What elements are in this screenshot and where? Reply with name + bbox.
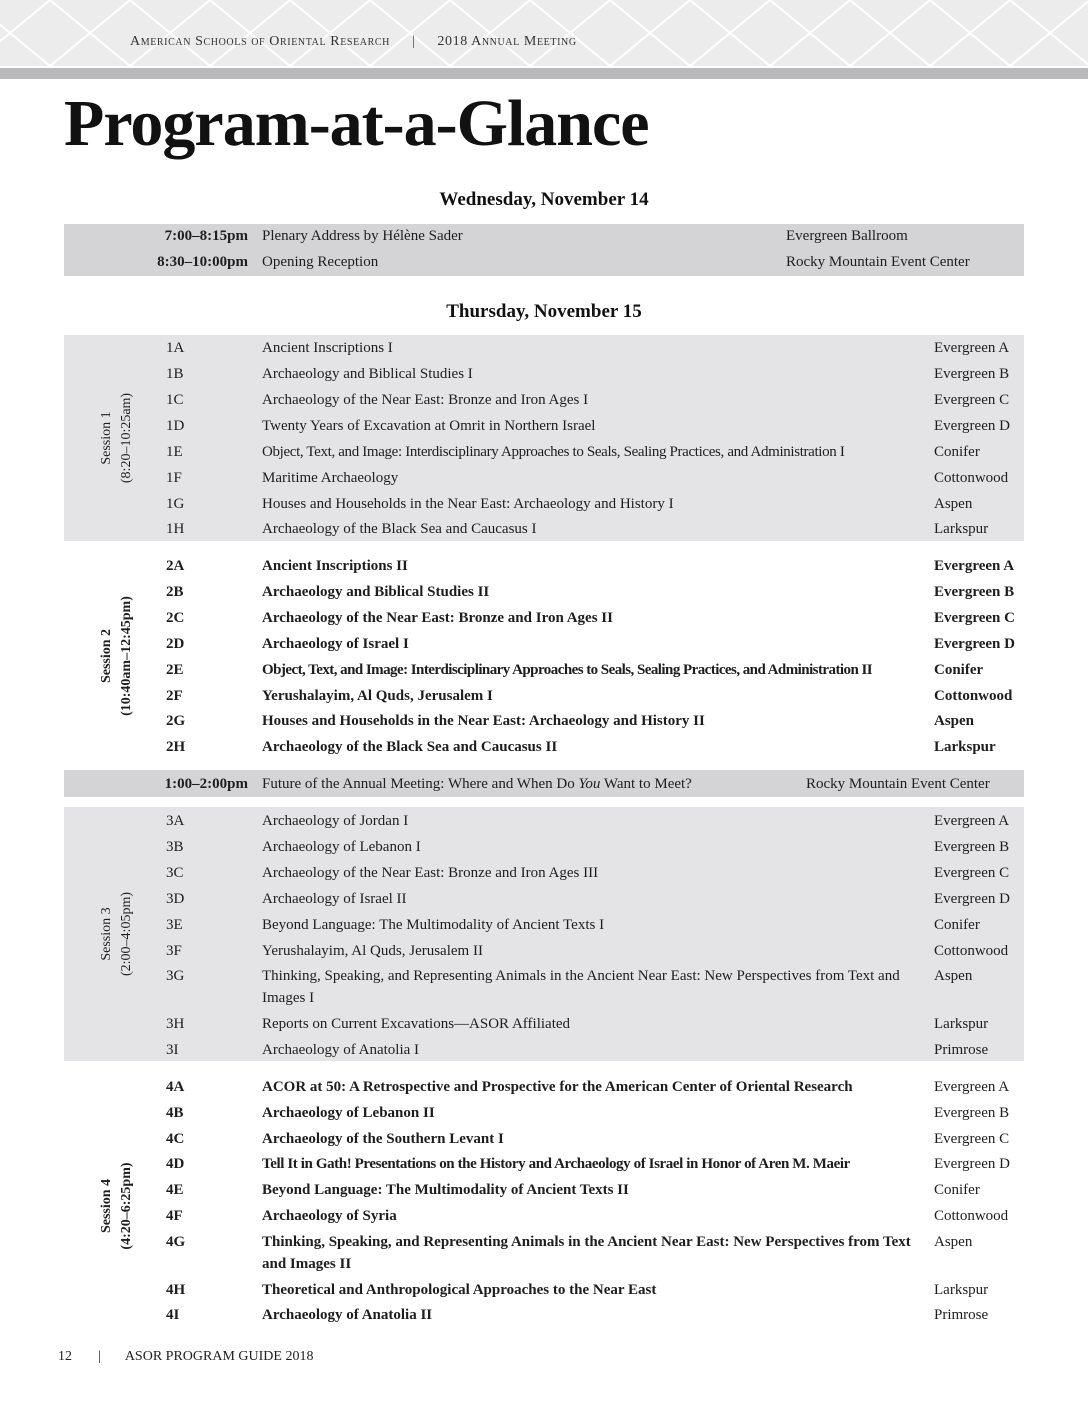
session-title: Archaeology of the Near East: Bronze and Iron Ages I [262, 392, 589, 408]
session-code: 4I [166, 1307, 180, 1323]
session-room: Evergreen B [934, 839, 1010, 855]
session-code: 1D [166, 418, 185, 434]
session-code: 3A [166, 813, 185, 829]
session-room: Evergreen C [934, 392, 1010, 408]
session-room: Evergreen B [934, 366, 1010, 382]
header-meeting: 2018 Annual Meeting [437, 34, 577, 49]
page-number: 12 [58, 1349, 72, 1364]
session2-label [97, 551, 137, 761]
session4-name: Session 4 [99, 1178, 114, 1234]
session-code: 4D [166, 1156, 185, 1172]
header-rule [0, 68, 1088, 79]
session-room: Aspen [934, 496, 973, 512]
session-code: 2C [166, 610, 185, 626]
session1-time: (8:20–10:25am) [119, 392, 134, 484]
session-code: 4C [166, 1131, 185, 1147]
session2-time: (10:40am–12:45pm) [119, 596, 134, 716]
session-title: Archaeology and Biblical Studies II [262, 584, 490, 600]
session-room: Aspen [934, 713, 975, 729]
footer-guide: ASOR PROGRAM GUIDE 2018 [124, 1349, 314, 1364]
session-title: Archaeology of Anatolia I [262, 1042, 420, 1058]
session-title: Archaeology of the Near East: Bronze and Iron Ages III [262, 865, 599, 881]
session-code: 3G [166, 968, 185, 984]
lunch-title [262, 773, 692, 795]
session-room: Evergreen C [934, 865, 1010, 881]
session-code: 2B [166, 584, 184, 600]
session1-name: Session 1 [99, 411, 114, 465]
session-title: Archaeology of the Black Sea and Caucasus I [262, 521, 537, 537]
session-room: Cottonwood [934, 1208, 1009, 1224]
session-room: Conifer [934, 1182, 980, 1198]
session-title: Ancient Inscriptions II [262, 558, 408, 574]
session-room: Evergreen D [934, 1156, 1010, 1172]
header-pattern [0, 0, 1088, 66]
session-room: Evergreen A [934, 340, 1010, 356]
event-title: Opening Reception [262, 254, 379, 270]
session-room: Larkspur [934, 521, 989, 537]
session-code: 1C [166, 392, 184, 408]
session-title: Archaeology of the Southern Levant I [262, 1131, 504, 1147]
event-title: Plenary Address by Hélène Sader [262, 228, 463, 244]
page-title: Program-at-a-Glance [64, 87, 649, 160]
session-code: 4H [166, 1282, 186, 1298]
session-code: 2E [166, 662, 184, 678]
session-room: Larkspur [934, 1016, 989, 1032]
session-title: Archaeology of Anatolia II [262, 1307, 433, 1323]
session-code: 3E [166, 917, 183, 933]
session-code: 2F [166, 688, 183, 704]
session2-name: Session 2 [99, 628, 114, 684]
header-band [0, 0, 1088, 66]
session-code: 1G [166, 496, 185, 512]
event-time: 7:00–8:15pm [164, 228, 248, 244]
session-room: Primrose [934, 1307, 989, 1323]
event-room: Evergreen Ballroom [786, 228, 908, 244]
session-code: 4B [166, 1105, 184, 1121]
session-title: Archaeology of Syria [262, 1208, 397, 1224]
lunch-time: 1:00–2:00pm [164, 776, 248, 792]
session-title: Archaeology of the Black Sea and Caucasus II [262, 739, 558, 755]
session-code: 4A [166, 1079, 185, 1095]
session-code: 1E [166, 444, 183, 460]
session-code: 3B [166, 839, 184, 855]
session-code: 2D [166, 636, 185, 652]
session-room: Cottonwood [934, 943, 1009, 959]
lunch-room: Rocky Mountain Event Center [806, 776, 990, 792]
session-title: Thinking, Speaking, and Representing Animals in the Ancient Near East: New Perspectives from Text and Images I [262, 968, 900, 1006]
session-room: Conifer [934, 444, 980, 460]
event-time: 8:30–10:00pm [157, 254, 248, 270]
session-room: Evergreen D [934, 636, 1015, 652]
session-title: Reports on Current Excavations—ASOR Affiliated [262, 1016, 571, 1032]
session-room: Evergreen C [934, 610, 1015, 626]
session-code: 3H [166, 1016, 185, 1032]
session-title: Thinking, Speaking, and Representing Animals in the Ancient Near East: New Perspectives from Text and Images II [262, 1234, 911, 1272]
header-organization: American Schools of Oriental Research [130, 34, 390, 49]
session-room: Primrose [934, 1042, 989, 1058]
session-room: Evergreen C [934, 1131, 1010, 1147]
session-title: Yerushalayim, Al Quds, Jerusalem II [262, 943, 483, 959]
session-code: 1A [166, 340, 185, 356]
session-room: Evergreen A [934, 558, 1015, 574]
session-code: 1B [166, 366, 184, 382]
session-code: 2G [166, 713, 186, 729]
session-room: Aspen [934, 968, 973, 984]
lunch-title-before: Future of the Annual Meeting: Where and When Do [262, 776, 579, 792]
session-title: Object, Text, and Image: Interdisciplinary Approaches to Seals, Sealing Practices, and Administration II [262, 662, 873, 678]
session3-label [97, 834, 137, 1034]
session-title: Theoretical and Anthropological Approaches to the Near East [262, 1282, 657, 1298]
session-room: Evergreen D [934, 418, 1010, 434]
lunch-title-emphasis: You [578, 776, 601, 792]
session3-name: Session 3 [99, 907, 114, 961]
session-title: Yerushalayim, Al Quds, Jerusalem I [262, 688, 493, 704]
session-room: Evergreen D [934, 891, 1010, 907]
session-code: 2H [166, 739, 186, 755]
lunch-title-after: Want to Meet? [600, 776, 692, 792]
session-title: Archaeology of Israel II [262, 891, 407, 907]
session-code: 2A [166, 558, 185, 574]
session3-time: (2:00–4:05pm) [119, 892, 134, 976]
session4-label [97, 1106, 137, 1306]
session-title: Archaeology of Israel I [262, 636, 409, 652]
session-room: Cottonwood [934, 688, 1013, 704]
session-code: 3D [166, 891, 185, 907]
session-room: Evergreen A [934, 1079, 1010, 1095]
session-code: 3C [166, 865, 184, 881]
session1-label [97, 338, 137, 538]
session-title: Beyond Language: The Multimodality of Ancient Texts I [262, 917, 605, 933]
session-room: Evergreen A [934, 813, 1010, 829]
session-title: Archaeology of Jordan I [262, 813, 409, 829]
session-code: 3I [166, 1042, 179, 1058]
event-room: Rocky Mountain Event Center [786, 254, 970, 270]
session-title: Archaeology and Biblical Studies I [262, 366, 473, 382]
session-title: Object, Text, and Image: Interdisciplinary Approaches to Seals, Sealing Practices, and Administration I [262, 444, 845, 460]
session-code: 1H [166, 521, 185, 537]
session-title: Maritime Archaeology [262, 470, 399, 486]
thursday-heading: Thursday, November 15 [446, 301, 642, 322]
session-room: Evergreen B [934, 1105, 1010, 1121]
session-title: Archaeology of the Near East: Bronze and Iron Ages II [262, 610, 613, 626]
session-code: 4F [166, 1208, 183, 1224]
session-room: Conifer [934, 917, 980, 933]
session4-time: (4:20–6:25pm) [119, 1162, 134, 1250]
page-footer [58, 1349, 313, 1365]
session-code: 4G [166, 1234, 186, 1250]
session-room: Conifer [934, 662, 984, 678]
footer-separator: | [98, 1349, 101, 1364]
session-title: Ancient Inscriptions I [262, 340, 393, 356]
session-room: Evergreen B [934, 584, 1015, 600]
session-title: Houses and Households in the Near East: Archaeology and History II [262, 713, 705, 729]
session-title: Archaeology of Lebanon II [262, 1105, 435, 1121]
session-room: Cottonwood [934, 470, 1009, 486]
session-room: Larkspur [934, 1282, 989, 1298]
session-room: Larkspur [934, 739, 996, 755]
session-code: 1F [166, 470, 182, 486]
running-header [130, 34, 577, 50]
session-code: 4E [166, 1182, 184, 1198]
session-title: ACOR at 50: A Retrospective and Prospective for the American Center of Oriental Research [262, 1079, 853, 1095]
header-separator: | [411, 34, 416, 49]
session-room: Aspen [934, 1234, 973, 1250]
session-title: Twenty Years of Excavation at Omrit in Northern Israel [262, 418, 596, 434]
session-title: Tell It in Gath! Presentations on the History and Archaeology of Israel in Honor of Aren M. Maeir [262, 1156, 850, 1172]
session-title: Houses and Households in the Near East: Archaeology and History I [262, 496, 674, 512]
session-title: Archaeology of Lebanon I [262, 839, 421, 855]
wednesday-heading: Wednesday, November 14 [439, 189, 649, 210]
session-code: 3F [166, 943, 182, 959]
session-title: Beyond Language: The Multimodality of Ancient Texts II [262, 1182, 629, 1198]
